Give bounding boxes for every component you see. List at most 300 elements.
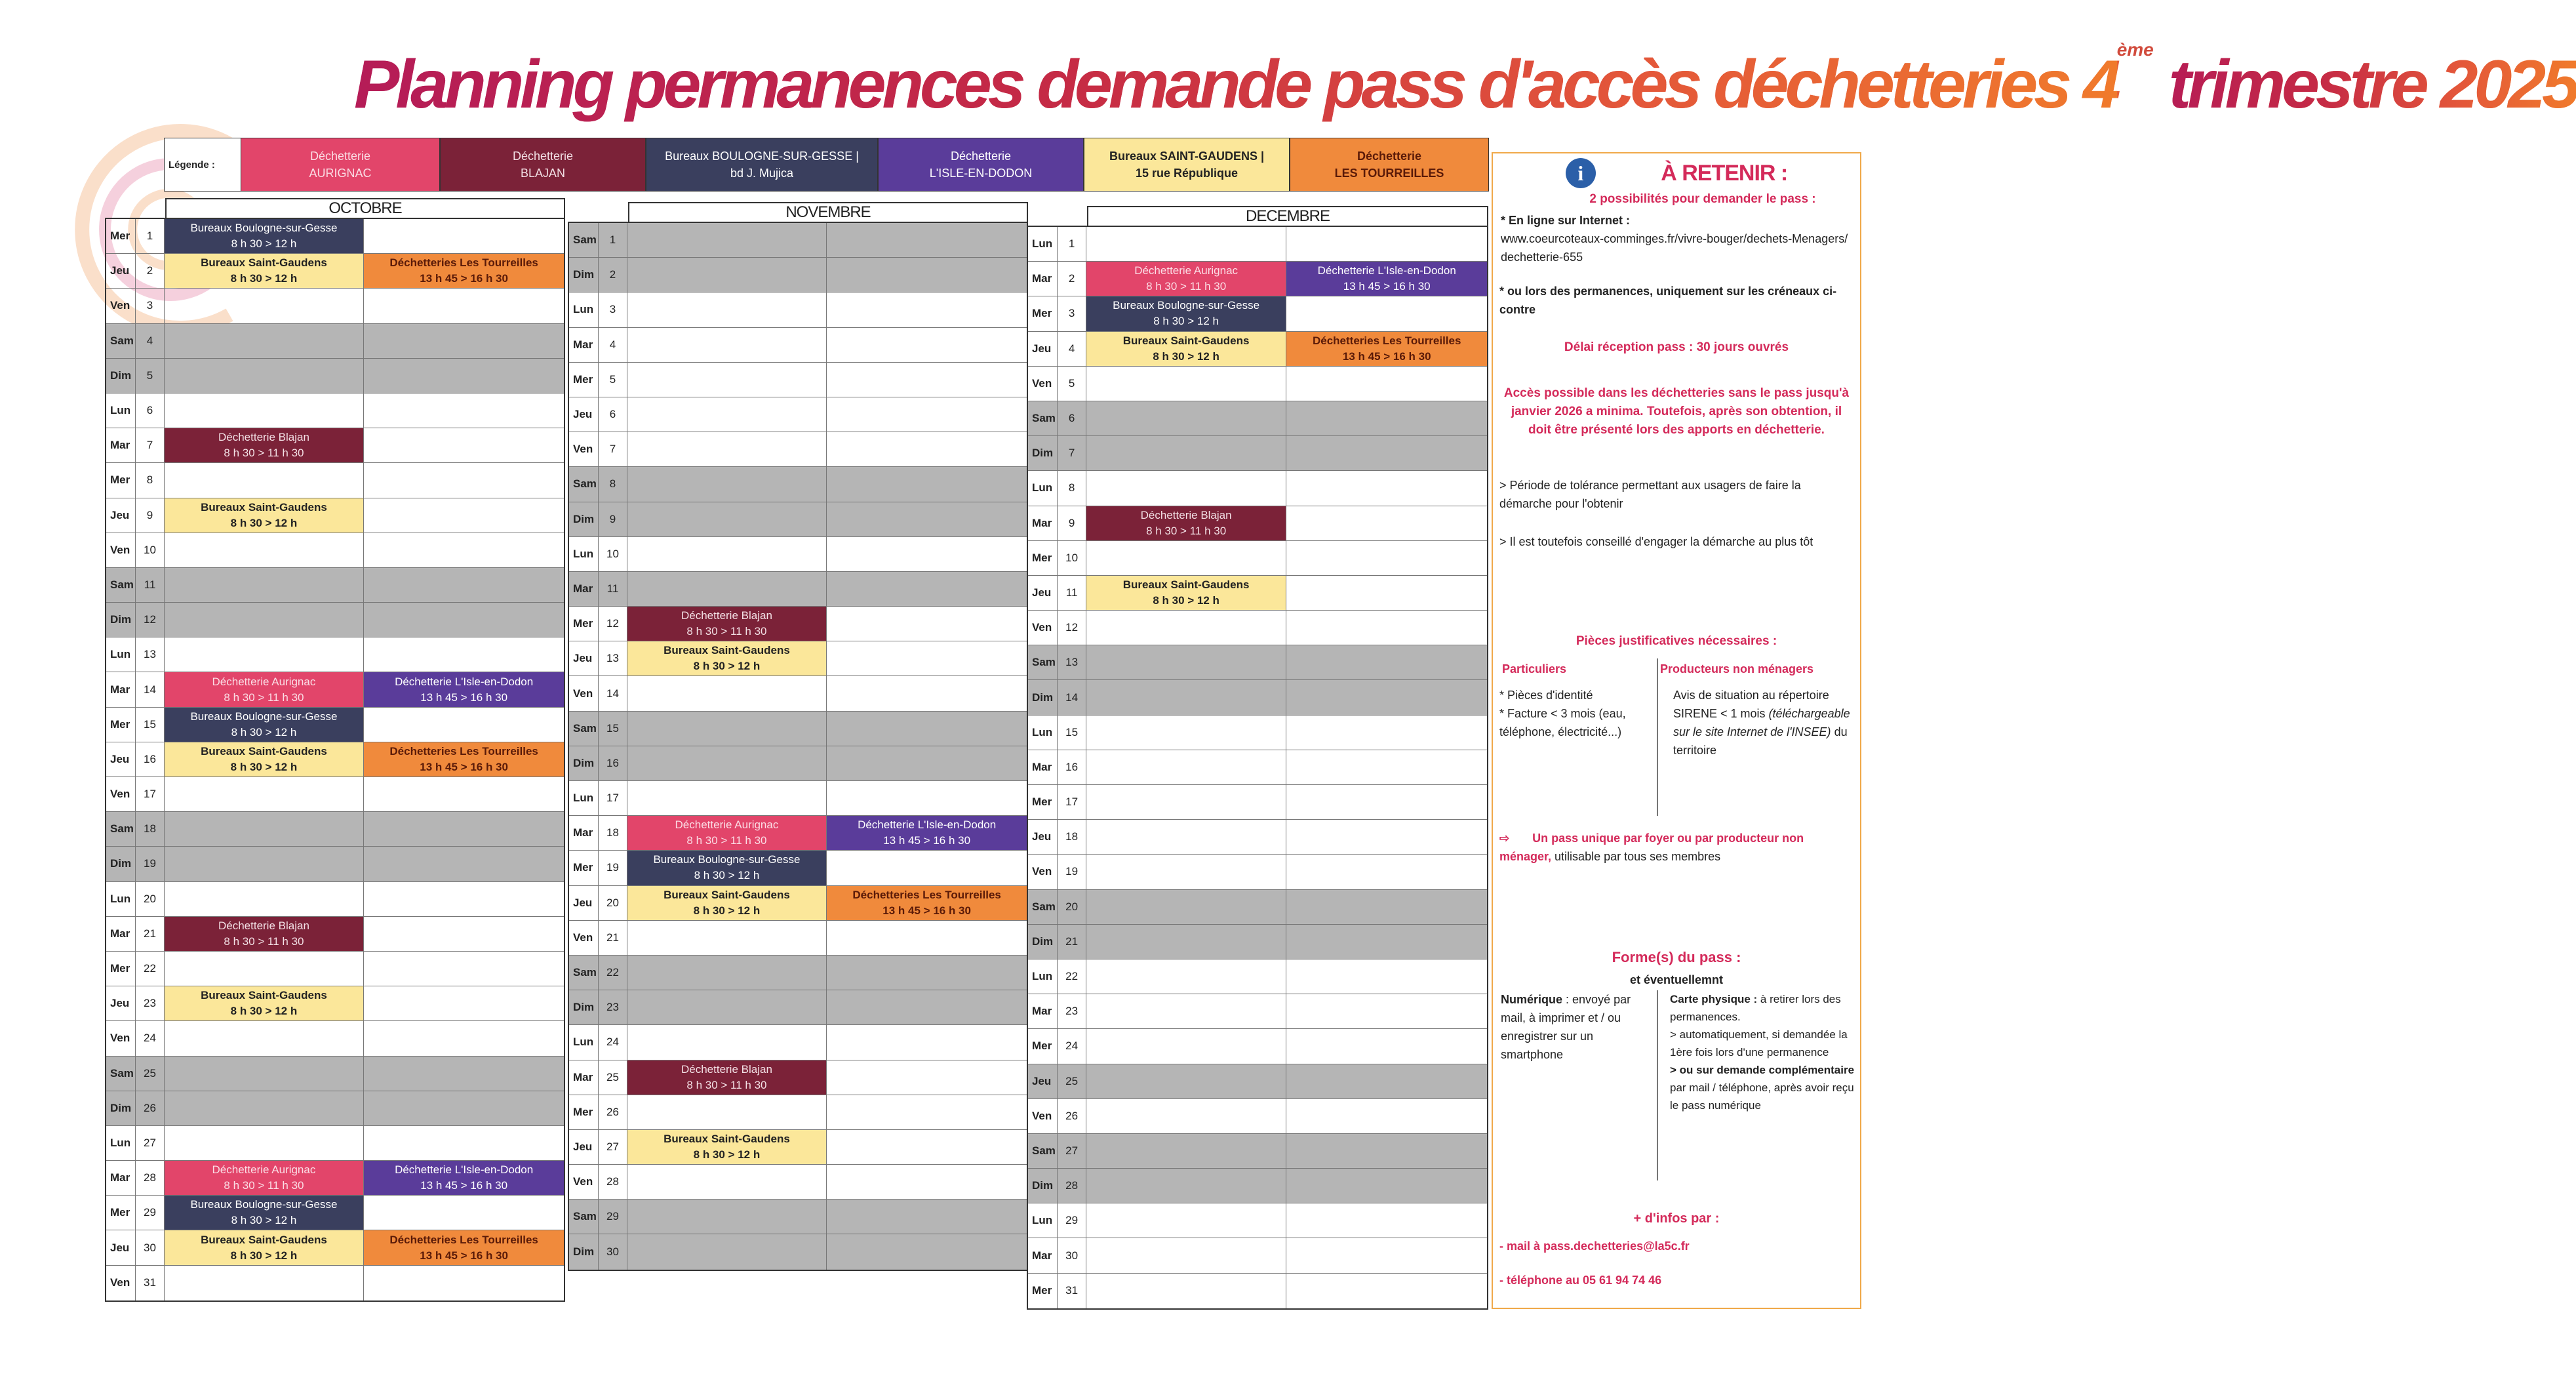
day-row — [569, 258, 1027, 292]
day-row — [569, 432, 1027, 467]
empty-slot — [1286, 1064, 1487, 1099]
producteurs-text: Avis de situation au répertoire SIRENE < 1 mois (téléchargeable sur le site Internet de l'INSEE) du territoire — [1673, 689, 1850, 757]
day-number: 19 — [136, 847, 164, 881]
day-number: 20 — [136, 882, 164, 916]
empty-slot — [364, 568, 564, 602]
day-number: 26 — [599, 1095, 627, 1129]
forms-carte: Carte physique : à retirer lors des permanences. > automatiquement, si demandée la 1ère fois lors d'une permanence > ou sur demande complémentaire par mail / téléphone, après avoir reçu le pass numérique — [1670, 993, 1855, 1112]
day-name: Jeu — [106, 254, 136, 288]
empty-slot — [364, 1091, 564, 1125]
page-title: Planning permanences demande pass d'accès déchetteries 4ème trimestre 2025 — [354, 39, 2576, 123]
empty-slot — [1086, 890, 1287, 924]
day-number: 7 — [599, 432, 627, 466]
day-name: Mer — [106, 952, 136, 986]
empty-slot — [364, 812, 564, 846]
empty-slot — [165, 324, 365, 358]
empty-slot — [827, 1095, 1027, 1129]
day-name: Lun — [569, 292, 599, 327]
day-name: Jeu — [569, 1130, 599, 1164]
day-name: Mar — [569, 328, 599, 362]
empty-slot — [627, 432, 827, 466]
day-row — [1028, 1099, 1487, 1134]
day-row — [569, 1165, 1027, 1199]
empty-slot — [364, 1196, 564, 1230]
day-name: Ven — [569, 676, 599, 710]
empty-slot — [1086, 994, 1287, 1028]
day-number: 6 — [599, 397, 627, 432]
day-number: 25 — [136, 1057, 164, 1091]
empty-slot — [1086, 1064, 1287, 1099]
day-row — [569, 641, 1027, 676]
day-row — [1028, 1169, 1487, 1203]
day-name: Jeu — [106, 986, 136, 1020]
legend — [164, 138, 1489, 192]
day-row — [569, 223, 1027, 258]
empty-slot — [165, 952, 365, 986]
day-row — [1028, 541, 1487, 576]
day-number: 14 — [1058, 680, 1086, 714]
empty-slot — [165, 1057, 365, 1091]
day-row — [1028, 471, 1487, 506]
day-number: 29 — [136, 1196, 164, 1230]
day-row — [1028, 785, 1487, 820]
day-number: 1 — [1058, 227, 1086, 261]
empty-slot — [827, 502, 1027, 536]
empty-slot — [1286, 227, 1487, 261]
contact-mail: - mail à pass.dechetteries@la5c.fr — [1499, 1240, 1690, 1253]
empty-slot — [827, 1025, 1027, 1059]
day-row — [1028, 716, 1487, 750]
day-name: Jeu — [1028, 820, 1058, 854]
empty-slot — [627, 572, 827, 606]
empty-slot — [364, 428, 564, 462]
day-row — [1028, 296, 1487, 331]
empty-slot — [627, 502, 827, 536]
empty-slot — [627, 1234, 827, 1269]
day-number: 3 — [599, 292, 627, 327]
slot-bla: Déchetterie Blajan 8 h 30 > 11 h 30 — [165, 917, 365, 951]
slot-sg: Bureaux Saint-Gaudens 8 h 30 > 12 h — [165, 986, 365, 1020]
empty-slot — [627, 1165, 827, 1199]
empty-slot — [627, 921, 827, 955]
day-row — [569, 607, 1027, 641]
day-name: Mar — [569, 1060, 599, 1095]
day-name: Dim — [1028, 436, 1058, 470]
day-row — [1028, 576, 1487, 611]
empty-slot — [364, 917, 564, 951]
slot-isl: Déchetterie L'Isle-en-Dodon 13 h 45 > 16 h 30 — [827, 816, 1027, 850]
day-name: Lun — [1028, 716, 1058, 750]
empty-slot — [627, 292, 827, 327]
empty-slot — [1086, 1274, 1287, 1308]
empty-slot — [827, 467, 1027, 501]
empty-slot — [165, 463, 365, 497]
empty-slot — [165, 1021, 365, 1055]
empty-slot — [827, 223, 1027, 257]
day-name: Dim — [569, 746, 599, 780]
forms-title: Forme(s) du pass : — [1612, 949, 1741, 965]
day-name: Jeu — [1028, 1064, 1058, 1099]
day-name: Lun — [1028, 227, 1058, 261]
day-name: Mar — [1028, 506, 1058, 540]
day-row — [1028, 227, 1487, 262]
day-name: Lun — [106, 1126, 136, 1160]
slot-tou: Déchetteries Les Tourreilles 13 h 45 > 16 h 30 — [364, 742, 564, 776]
day-number: 23 — [136, 986, 164, 1020]
day-number: 28 — [1058, 1169, 1086, 1203]
empty-slot — [1286, 1029, 1487, 1063]
day-number: 12 — [136, 603, 164, 637]
day-row — [106, 1196, 564, 1230]
access-text: Accès possible dans les déchetteries sans le pass jusqu'à janvier 2026 a minima. Toutefois, après son obtention, il doit être présenté lors des apports en déchetterie. — [1503, 386, 1850, 437]
legend-tourreilles: Déchetterie LES TOURREILLES — [1290, 138, 1489, 192]
day-name: Mer — [569, 851, 599, 885]
day-number: 21 — [136, 917, 164, 951]
empty-slot — [165, 847, 365, 881]
empty-slot — [364, 986, 564, 1020]
day-number: 18 — [599, 816, 627, 850]
slot-tou: Déchetteries Les Tourreilles 13 h 45 > 16 h 30 — [364, 254, 564, 288]
day-name: Ven — [1028, 1099, 1058, 1133]
day-row — [106, 986, 564, 1021]
day-name: Sam — [106, 568, 136, 602]
empty-slot — [1286, 680, 1487, 714]
slot-sg: Bureaux Saint-Gaudens 8 h 30 > 12 h — [627, 641, 827, 675]
pieces-title: Pièces justificatives nécessaires : — [1575, 634, 1777, 648]
day-number: 11 — [136, 568, 164, 602]
slot-bla: Déchetterie Blajan 8 h 30 > 11 h 30 — [1086, 506, 1287, 540]
empty-slot — [1286, 401, 1487, 435]
day-number: 24 — [136, 1021, 164, 1055]
day-number: 31 — [136, 1266, 164, 1300]
day-row — [569, 1025, 1027, 1060]
day-name: Jeu — [569, 397, 599, 432]
day-name: Sam — [1028, 890, 1058, 924]
day-name: Ven — [569, 921, 599, 955]
day-row — [569, 781, 1027, 816]
forms-divider — [1657, 990, 1658, 1180]
slot-bla: Déchetterie Blajan 8 h 30 > 11 h 30 — [627, 1060, 827, 1095]
panel-subtitle: 2 possibilités pour demander le pass : — [1589, 192, 1816, 206]
arrow-right-icon: ⇨ — [1499, 832, 1510, 845]
empty-slot — [827, 1060, 1027, 1095]
day-name: Dim — [569, 258, 599, 292]
day-row — [106, 672, 564, 707]
day-name: Sam — [1028, 401, 1058, 435]
slot-isl: Déchetterie L'Isle-en-Dodon 13 h 45 > 16 h 30 — [364, 672, 564, 706]
day-number: 20 — [1058, 890, 1086, 924]
day-name: Mer — [1028, 296, 1058, 331]
slot-tou: Déchetteries Les Tourreilles 13 h 45 > 16 h 30 — [1286, 332, 1487, 366]
day-row — [106, 708, 564, 742]
day-row — [569, 1234, 1027, 1269]
empty-slot — [1286, 925, 1487, 959]
slot-sg: Bureaux Saint-Gaudens 8 h 30 > 12 h — [165, 742, 365, 776]
advice-text: > Il est toutefois conseillé d'engager la démarche au plus tôt — [1499, 535, 1813, 548]
legend-aurignac: Déchetterie AURIGNAC — [241, 138, 440, 192]
empty-slot — [364, 882, 564, 916]
day-row — [1028, 1203, 1487, 1238]
empty-slot — [364, 359, 564, 393]
empty-slot — [1086, 541, 1287, 575]
empty-slot — [1286, 855, 1487, 889]
day-row — [569, 676, 1027, 711]
empty-slot — [627, 956, 827, 990]
empty-slot — [827, 572, 1027, 606]
empty-slot — [827, 363, 1027, 397]
day-row — [106, 847, 564, 881]
day-number: 10 — [1058, 541, 1086, 575]
day-row — [106, 463, 564, 498]
day-name: Jeu — [569, 641, 599, 675]
day-row — [1028, 680, 1487, 715]
day-number: 17 — [599, 781, 627, 815]
day-row — [569, 537, 1027, 572]
day-name: Ven — [569, 432, 599, 466]
day-name: Dim — [569, 502, 599, 536]
empty-slot — [1286, 785, 1487, 819]
day-row — [569, 921, 1027, 956]
slot-sg: Bureaux Saint-Gaudens 8 h 30 > 12 h — [627, 886, 827, 920]
empty-slot — [627, 328, 827, 362]
day-row — [106, 289, 564, 323]
month-november — [568, 202, 1028, 1271]
empty-slot — [627, 397, 827, 432]
day-name: Mar — [106, 917, 136, 951]
day-row — [1028, 401, 1487, 436]
empty-slot — [364, 847, 564, 881]
day-number: 28 — [136, 1161, 164, 1195]
day-number: 10 — [136, 533, 164, 567]
empty-slot — [1086, 1029, 1287, 1063]
empty-slot — [165, 359, 365, 393]
day-name: Ven — [1028, 367, 1058, 401]
online-url: www.coeurcoteaux-comminges.fr/vivre-bouger/dechets-Menagers/dechetterie-655 — [1501, 232, 1848, 264]
particuliers-item-1: * Pièces d'identité — [1499, 689, 1593, 702]
day-name: Ven — [106, 289, 136, 323]
empty-slot — [1086, 785, 1287, 819]
empty-slot — [1286, 1099, 1487, 1133]
day-row — [1028, 820, 1487, 855]
slot-sg: Bureaux Saint-Gaudens 8 h 30 > 12 h — [165, 1230, 365, 1264]
day-row — [106, 812, 564, 847]
day-name: Dim — [1028, 1169, 1058, 1203]
day-row — [106, 1266, 564, 1300]
day-name: Ven — [1028, 855, 1058, 889]
more-info-title: + d'infos par : — [1633, 1211, 1720, 1226]
day-number: 14 — [136, 672, 164, 706]
empty-slot — [1086, 1134, 1287, 1168]
empty-slot — [827, 956, 1027, 990]
day-row — [1028, 1238, 1487, 1273]
info-panel — [1492, 152, 1861, 1309]
day-row — [106, 1126, 564, 1161]
empty-slot — [1286, 959, 1487, 994]
day-row — [1028, 436, 1487, 471]
empty-slot — [1286, 750, 1487, 784]
empty-slot — [827, 328, 1027, 362]
day-row — [1028, 890, 1487, 925]
empty-slot — [1086, 680, 1287, 714]
day-row — [1028, 1029, 1487, 1064]
empty-slot — [364, 952, 564, 986]
empty-slot — [364, 1057, 564, 1091]
particuliers-title: Particuliers — [1502, 662, 1567, 675]
day-name: Lun — [569, 781, 599, 815]
day-number: 31 — [1058, 1274, 1086, 1308]
day-row — [106, 568, 564, 603]
day-name: Sam — [569, 223, 599, 257]
day-name: Lun — [1028, 959, 1058, 994]
day-row — [1028, 1134, 1487, 1169]
day-name: Dim — [1028, 680, 1058, 714]
day-number: 17 — [136, 777, 164, 811]
day-name: Jeu — [106, 498, 136, 533]
empty-slot — [627, 467, 827, 501]
empty-slot — [165, 1091, 365, 1125]
day-row — [106, 1057, 564, 1091]
empty-slot — [827, 537, 1027, 571]
day-number: 3 — [136, 289, 164, 323]
day-number: 22 — [1058, 959, 1086, 994]
day-number: 18 — [136, 812, 164, 846]
forms-subtitle: et éventuellemnt — [1629, 973, 1724, 986]
day-number: 9 — [1058, 506, 1086, 540]
day-row — [1028, 1064, 1487, 1099]
empty-slot — [165, 812, 365, 846]
empty-slot — [827, 641, 1027, 675]
empty-slot — [1086, 750, 1287, 784]
day-number: 14 — [599, 676, 627, 710]
slot-tou: Déchetteries Les Tourreilles 13 h 45 > 16 h 30 — [827, 886, 1027, 920]
day-row — [106, 637, 564, 672]
empty-slot — [1286, 716, 1487, 750]
slot-bou: Bureaux Boulogne-sur-Gesse 8 h 30 > 12 h — [165, 1196, 365, 1230]
day-name: Mer — [106, 708, 136, 742]
day-row — [569, 502, 1027, 537]
day-number: 29 — [1058, 1203, 1086, 1238]
day-row — [569, 1060, 1027, 1095]
day-number: 27 — [136, 1126, 164, 1160]
empty-slot — [165, 393, 365, 428]
day-name: Dim — [1028, 925, 1058, 959]
day-row — [106, 1230, 564, 1265]
empty-slot — [1286, 890, 1487, 924]
slot-tou: Déchetteries Les Tourreilles 13 h 45 > 16 h 30 — [364, 1230, 564, 1264]
day-row — [106, 917, 564, 952]
day-number: 6 — [136, 393, 164, 428]
empty-slot — [364, 533, 564, 567]
day-row — [569, 1095, 1027, 1130]
empty-slot — [165, 568, 365, 602]
empty-slot — [364, 1126, 564, 1160]
empty-slot — [1286, 1203, 1487, 1238]
day-number: 18 — [1058, 820, 1086, 854]
day-number: 4 — [136, 324, 164, 358]
day-number: 16 — [599, 746, 627, 780]
day-row — [1028, 506, 1487, 541]
day-name: Sam — [1028, 1134, 1058, 1168]
slot-bou: Bureaux Boulogne-sur-Gesse 8 h 30 > 12 h — [165, 708, 365, 742]
day-row — [569, 397, 1027, 432]
day-name: Mer — [1028, 785, 1058, 819]
empty-slot — [364, 324, 564, 358]
day-name: Mer — [106, 1196, 136, 1230]
day-name: Sam — [106, 1057, 136, 1091]
day-number: 23 — [599, 990, 627, 1024]
day-row — [569, 886, 1027, 921]
empty-slot — [364, 708, 564, 742]
empty-slot — [1086, 925, 1287, 959]
day-number: 27 — [1058, 1134, 1086, 1168]
empty-slot — [627, 1199, 827, 1234]
empty-slot — [627, 223, 827, 257]
empty-slot — [627, 676, 827, 710]
day-number: 9 — [599, 502, 627, 536]
empty-slot — [1086, 820, 1287, 854]
day-name: Dim — [106, 603, 136, 637]
empty-slot — [1086, 471, 1287, 505]
day-number: 27 — [599, 1130, 627, 1164]
empty-slot — [1086, 367, 1287, 401]
pieces-divider — [1657, 658, 1658, 816]
day-row — [106, 428, 564, 463]
empty-slot — [1286, 1134, 1487, 1168]
empty-slot — [627, 712, 827, 746]
day-number: 12 — [1058, 611, 1086, 645]
day-number: 30 — [1058, 1238, 1086, 1272]
empty-slot — [1086, 1169, 1287, 1203]
day-number: 26 — [1058, 1099, 1086, 1133]
day-name: Lun — [1028, 471, 1058, 505]
empty-slot — [364, 289, 564, 323]
day-number: 5 — [136, 359, 164, 393]
month-title: DECEMBRE — [1087, 206, 1488, 226]
particuliers-item-2: * Facture < 3 mois (eau, téléphone, électricité...) — [1499, 707, 1626, 738]
day-number: 26 — [136, 1091, 164, 1125]
empty-slot — [1286, 436, 1487, 470]
day-name: Ven — [106, 533, 136, 567]
day-name: Mar — [569, 572, 599, 606]
day-number: 19 — [599, 851, 627, 885]
day-name: Lun — [106, 637, 136, 672]
day-number: 23 — [1058, 994, 1086, 1028]
day-number: 8 — [136, 463, 164, 497]
empty-slot — [827, 712, 1027, 746]
day-name: Mar — [106, 672, 136, 706]
empty-slot — [627, 990, 827, 1024]
empty-slot — [1286, 367, 1487, 401]
slot-sg: Bureaux Saint-Gaudens 8 h 30 > 12 h — [165, 498, 365, 533]
day-row — [569, 572, 1027, 607]
empty-slot — [364, 393, 564, 428]
empty-slot — [1286, 506, 1487, 540]
day-row — [569, 816, 1027, 851]
day-name: Ven — [1028, 611, 1058, 645]
day-number: 20 — [599, 886, 627, 920]
empty-slot — [827, 1165, 1027, 1199]
empty-slot — [1286, 994, 1487, 1028]
producteurs-title: Producteurs non ménagers — [1660, 662, 1814, 675]
day-name: Ven — [106, 777, 136, 811]
day-name: Mer — [106, 219, 136, 253]
day-row — [569, 712, 1027, 746]
day-name: Mer — [1028, 1029, 1058, 1063]
slot-sg: Bureaux Saint-Gaudens 8 h 30 > 12 h — [627, 1130, 827, 1164]
empty-slot — [827, 990, 1027, 1024]
empty-slot — [827, 851, 1027, 885]
empty-slot — [827, 781, 1027, 815]
